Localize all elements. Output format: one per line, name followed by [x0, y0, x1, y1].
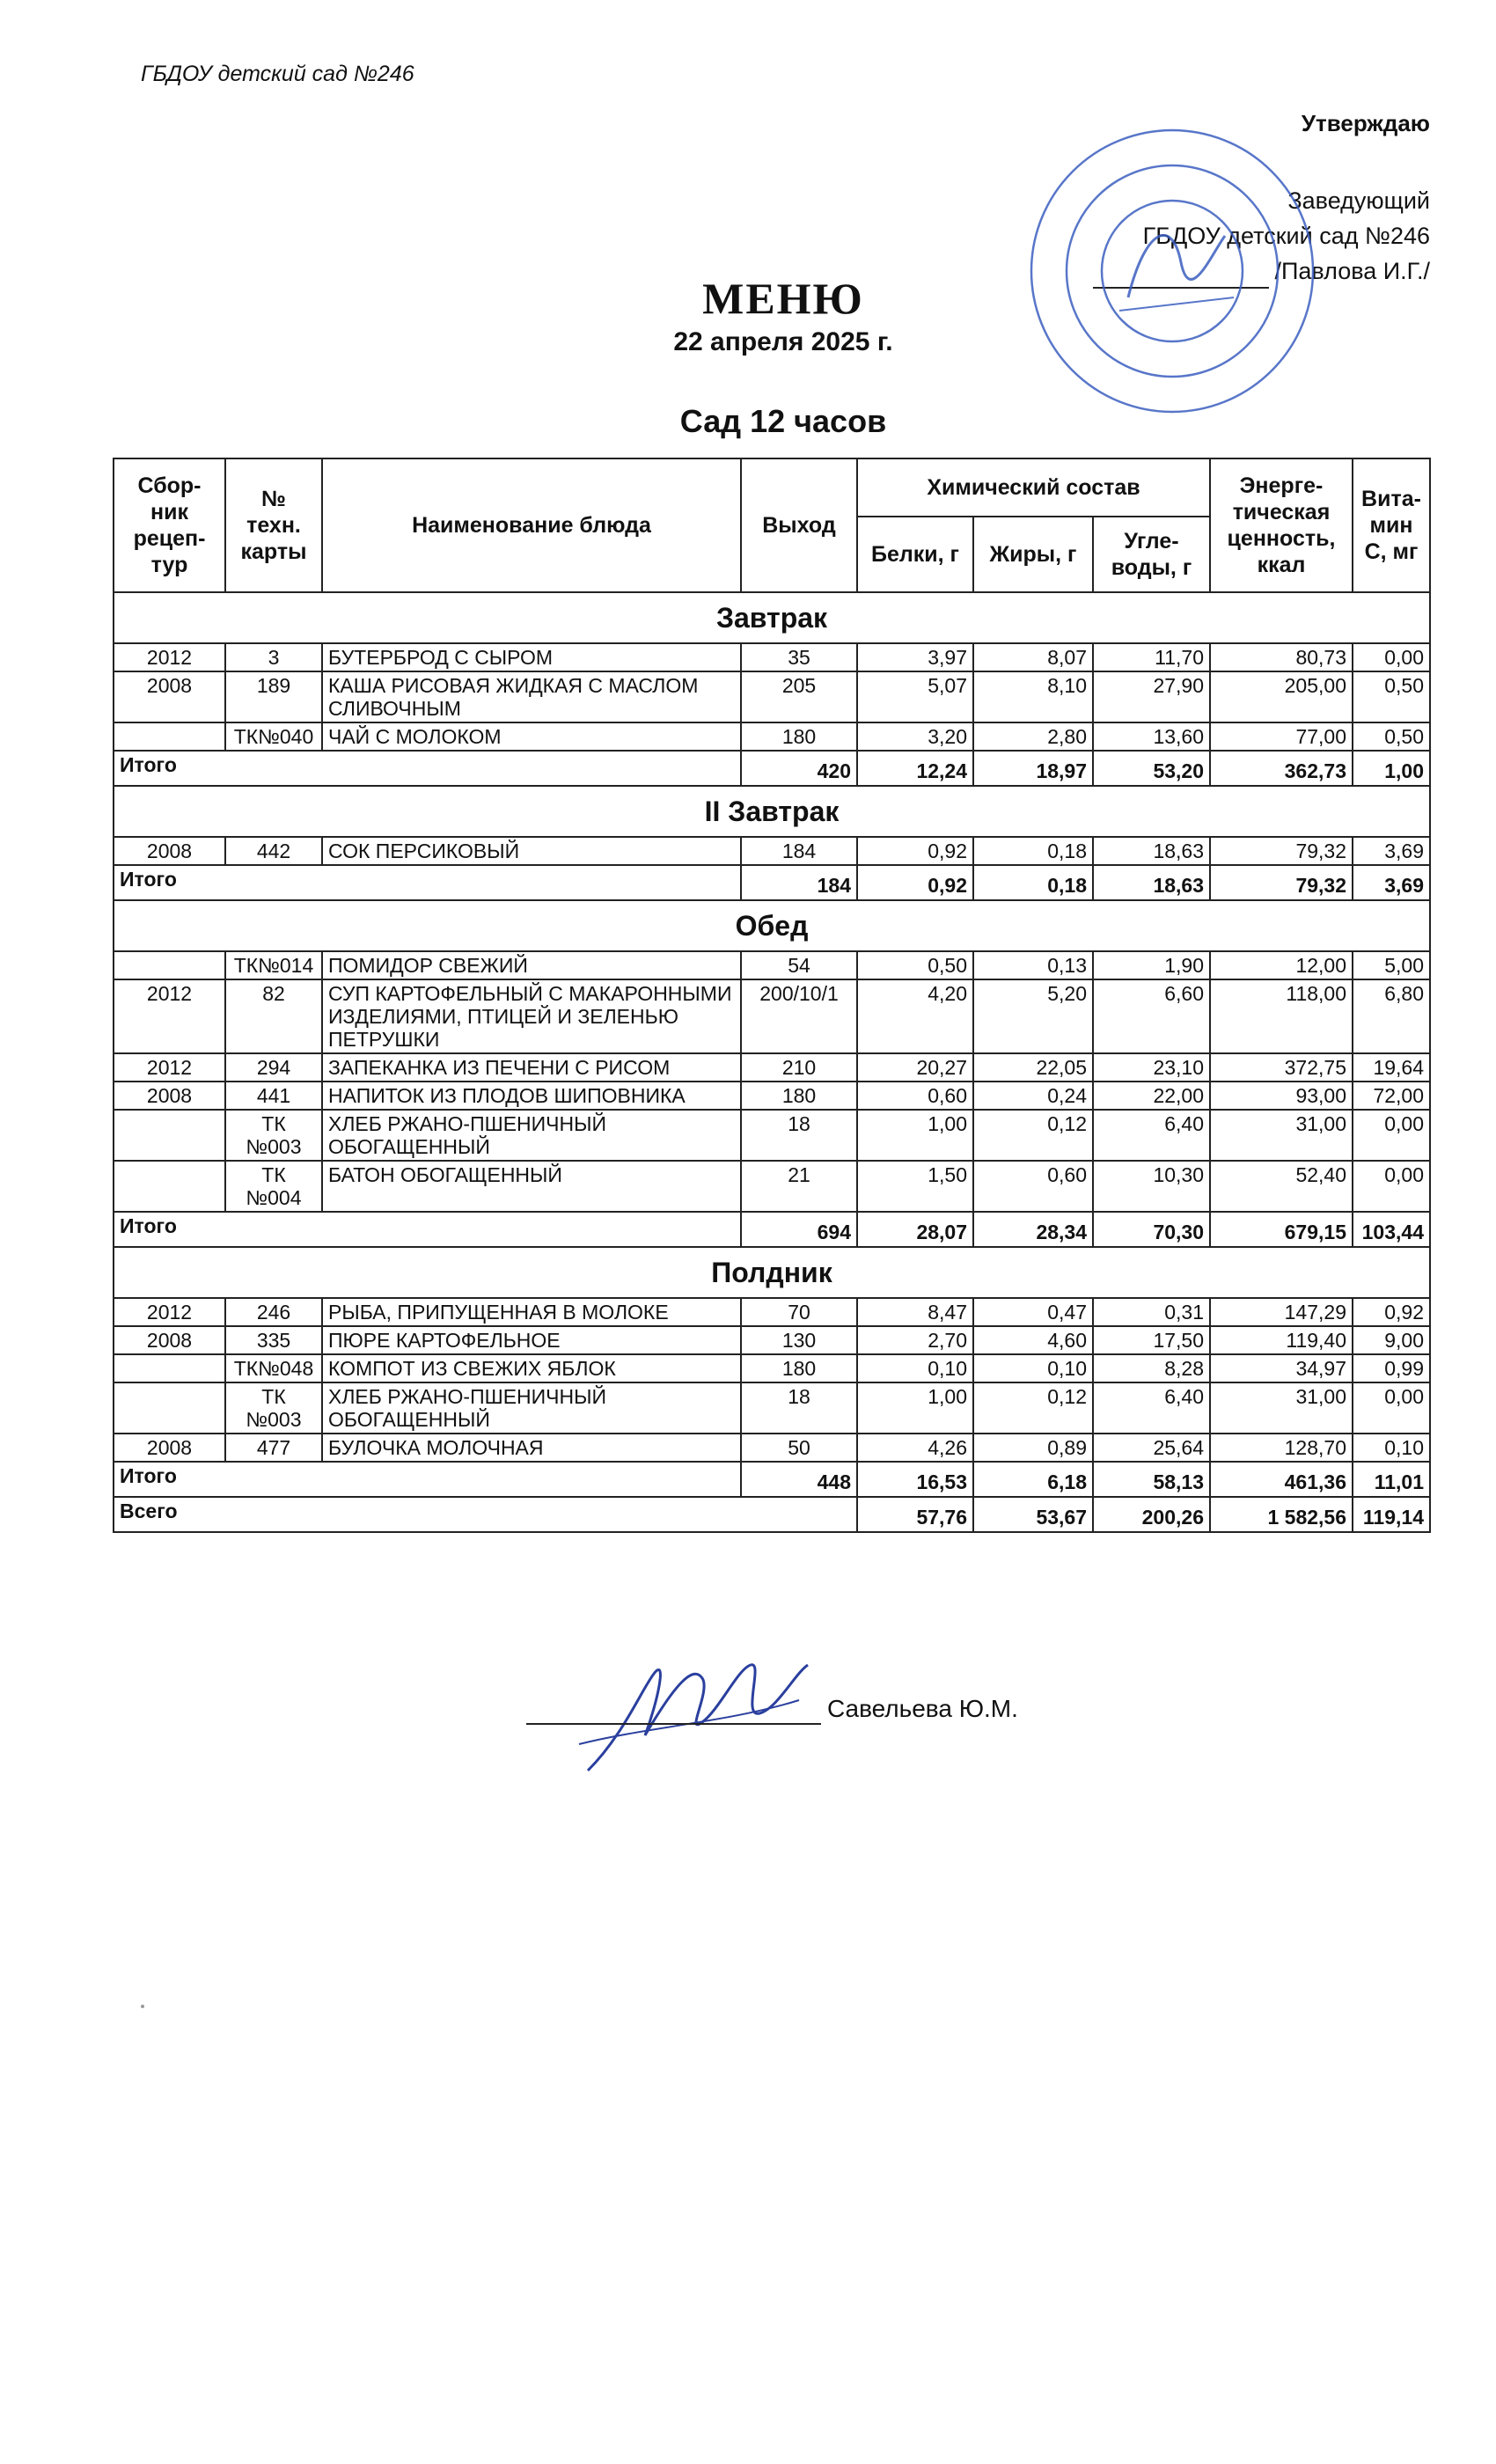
col-protein-header: Белки, г	[857, 517, 973, 592]
org-name: ГБДОУ детский сад №246	[141, 62, 414, 86]
dish-name-cell: ХЛЕБ РЖАНО-ПШЕНИЧНЫЙ ОБОГАЩЕННЫЙ	[322, 1110, 741, 1161]
dish-name-cell: ЧАЙ С МОЛОКОМ	[322, 722, 741, 751]
output-cell: 54	[741, 951, 857, 979]
total-label: Итого	[114, 1462, 741, 1497]
table-row	[114, 643, 1430, 671]
sbornik-cell: 2008	[114, 1082, 225, 1110]
approve-organization: ГБДОУ детский сад №246	[1142, 223, 1430, 249]
dish-name-cell: СОК ПЕРСИКОВЫЙ	[322, 837, 741, 865]
fat-cell: 0,60	[973, 1161, 1093, 1212]
vitamin-cell: 0,00	[1353, 1382, 1430, 1434]
col-vitamin-header: Вита-мин С, мг	[1353, 458, 1430, 592]
total-energy-cell: 461,36	[1210, 1462, 1353, 1497]
output-cell: 130	[741, 1326, 857, 1354]
sbornik-cell	[114, 722, 225, 751]
total-carb-cell: 53,20	[1093, 751, 1210, 786]
total-vitamin-cell: 103,44	[1353, 1212, 1430, 1247]
total-protein-cell: 0,92	[857, 865, 973, 900]
carb-cell: 11,70	[1093, 643, 1210, 671]
carb-cell: 18,63	[1093, 837, 1210, 865]
total-carb-cell: 58,13	[1093, 1462, 1210, 1497]
signer-signature-line	[526, 1723, 821, 1725]
protein-cell: 1,00	[857, 1382, 973, 1434]
tech-card-cell: ТК №003	[225, 1382, 322, 1434]
sbornik-cell	[114, 1110, 225, 1161]
energy-cell: 205,00	[1210, 671, 1353, 722]
fat-cell: 0,89	[973, 1434, 1093, 1462]
total-label: Итого	[114, 865, 741, 900]
protein-cell: 0,92	[857, 837, 973, 865]
carb-cell: 23,10	[1093, 1053, 1210, 1082]
dish-name-cell: КАША РИСОВАЯ ЖИДКАЯ С МАСЛОМ СЛИВОЧНЫМ	[322, 671, 741, 722]
output-cell: 205	[741, 671, 857, 722]
section-header-row	[114, 1247, 1430, 1298]
official-stamp-icon	[1023, 121, 1322, 421]
tech-card-cell: ТК №003	[225, 1110, 322, 1161]
table-row	[114, 1082, 1430, 1110]
dish-name-cell: ХЛЕБ РЖАНО-ПШЕНИЧНЫЙ ОБОГАЩЕННЫЙ	[322, 1382, 741, 1434]
total-protein-cell: 28,07	[857, 1212, 973, 1247]
fat-cell: 4,60	[973, 1326, 1093, 1354]
dish-name-cell: БУЛОЧКА МОЛОЧНАЯ	[322, 1434, 741, 1462]
total-carb-cell: 70,30	[1093, 1212, 1210, 1247]
section-header-row	[114, 900, 1430, 951]
fat-cell: 0,47	[973, 1298, 1093, 1326]
vitamin-cell: 0,50	[1353, 671, 1430, 722]
vitamin-cell: 5,00	[1353, 951, 1430, 979]
total-label: Итого	[114, 1212, 741, 1247]
total-fat-cell: 6,18	[973, 1462, 1093, 1497]
col-output-header: Выход	[741, 458, 857, 592]
protein-cell: 1,00	[857, 1110, 973, 1161]
tech-card-cell: 3	[225, 643, 322, 671]
signature-icon	[570, 1639, 825, 1788]
fat-cell: 0,18	[973, 837, 1093, 865]
section-title: Завтрак	[114, 592, 1430, 643]
total-output-cell: 448	[741, 1462, 857, 1497]
menu-subtitle: Сад 12 часов	[679, 403, 887, 439]
col-fat-header: Жиры, г	[973, 517, 1093, 592]
output-cell: 70	[741, 1298, 857, 1326]
energy-cell: 80,73	[1210, 643, 1353, 671]
protein-cell: 3,20	[857, 722, 973, 751]
grand-total-protein-cell: 57,76	[857, 1497, 973, 1532]
col-dish-name-header: Наименование блюда	[322, 458, 741, 592]
tech-card-cell: ТК№040	[225, 722, 322, 751]
fat-cell: 22,05	[973, 1053, 1093, 1082]
vitamin-cell: 72,00	[1353, 1082, 1430, 1110]
grand-total-carb-cell: 200,26	[1093, 1497, 1210, 1532]
energy-cell: 52,40	[1210, 1161, 1353, 1212]
table-row	[114, 1053, 1430, 1082]
total-energy-cell: 362,73	[1210, 751, 1353, 786]
total-label: Итого	[114, 751, 741, 786]
vitamin-cell: 0,50	[1353, 722, 1430, 751]
protein-cell: 8,47	[857, 1298, 973, 1326]
protein-cell: 3,97	[857, 643, 973, 671]
vitamin-cell: 19,64	[1353, 1053, 1430, 1082]
fat-cell: 2,80	[973, 722, 1093, 751]
tech-card-cell: 442	[225, 837, 322, 865]
protein-cell: 2,70	[857, 1326, 973, 1354]
output-cell: 35	[741, 643, 857, 671]
carb-cell: 0,31	[1093, 1298, 1210, 1326]
vitamin-cell: 0,00	[1353, 1161, 1430, 1212]
total-fat-cell: 0,18	[973, 865, 1093, 900]
dish-name-cell: РЫБА, ПРИПУЩЕННАЯ В МОЛОКЕ	[322, 1298, 741, 1326]
protein-cell: 5,07	[857, 671, 973, 722]
total-vitamin-cell: 11,01	[1353, 1462, 1430, 1497]
energy-cell: 77,00	[1210, 722, 1353, 751]
dish-name-cell: БУТЕРБРОД С СЫРОМ	[322, 643, 741, 671]
carb-cell: 6,60	[1093, 979, 1210, 1053]
fat-cell: 0,12	[973, 1110, 1093, 1161]
tech-card-cell: ТК №004	[225, 1161, 322, 1212]
tech-card-cell: 441	[225, 1082, 322, 1110]
table-header-row	[114, 458, 1430, 517]
carb-cell: 22,00	[1093, 1082, 1210, 1110]
tech-card-cell: 335	[225, 1326, 322, 1354]
menu-table	[113, 458, 1431, 1533]
total-output-cell: 694	[741, 1212, 857, 1247]
total-vitamin-cell: 3,69	[1353, 865, 1430, 900]
output-cell: 210	[741, 1053, 857, 1082]
col-energy-header: Энерге-тическая ценность, ккал	[1210, 458, 1353, 592]
sbornik-cell: 2008	[114, 1326, 225, 1354]
vitamin-cell: 0,99	[1353, 1354, 1430, 1382]
total-row	[114, 1212, 1430, 1247]
table-body	[114, 592, 1430, 1532]
energy-cell: 119,40	[1210, 1326, 1353, 1354]
total-output-cell: 420	[741, 751, 857, 786]
energy-cell: 372,75	[1210, 1053, 1353, 1082]
output-cell: 180	[741, 722, 857, 751]
vitamin-cell: 0,00	[1353, 1110, 1430, 1161]
vitamin-cell: 0,00	[1353, 643, 1430, 671]
grand-total-label: Всего	[114, 1497, 857, 1532]
sbornik-cell: 2012	[114, 643, 225, 671]
table-row	[114, 1298, 1430, 1326]
total-vitamin-cell: 1,00	[1353, 751, 1430, 786]
sbornik-cell	[114, 951, 225, 979]
carb-cell: 17,50	[1093, 1326, 1210, 1354]
sbornik-cell	[114, 1382, 225, 1434]
output-cell: 21	[741, 1161, 857, 1212]
output-cell: 180	[741, 1354, 857, 1382]
energy-cell: 93,00	[1210, 1082, 1353, 1110]
output-cell: 184	[741, 837, 857, 865]
col-tech-card-header: № техн. карты	[225, 458, 322, 592]
fat-cell: 0,10	[973, 1354, 1093, 1382]
total-fat-cell: 18,97	[973, 751, 1093, 786]
protein-cell: 0,60	[857, 1082, 973, 1110]
protein-cell: 20,27	[857, 1053, 973, 1082]
dish-name-cell: ПЮРЕ КАРТОФЕЛЬНОЕ	[322, 1326, 741, 1354]
approve-label: Утверждаю	[1301, 110, 1430, 136]
total-protein-cell: 16,53	[857, 1462, 973, 1497]
energy-cell: 31,00	[1210, 1382, 1353, 1434]
table-row	[114, 1382, 1430, 1434]
sbornik-cell: 2008	[114, 671, 225, 722]
vitamin-cell: 0,10	[1353, 1434, 1430, 1462]
table-row	[114, 1110, 1430, 1161]
table-row	[114, 837, 1430, 865]
protein-cell: 0,10	[857, 1354, 973, 1382]
carb-cell: 1,90	[1093, 951, 1210, 979]
total-output-cell: 184	[741, 865, 857, 900]
dish-name-cell: КОМПОТ ИЗ СВЕЖИХ ЯБЛОК	[322, 1354, 741, 1382]
vitamin-cell: 9,00	[1353, 1326, 1430, 1354]
energy-cell: 118,00	[1210, 979, 1353, 1053]
table-row	[114, 979, 1430, 1053]
energy-cell: 128,70	[1210, 1434, 1353, 1462]
protein-cell: 0,50	[857, 951, 973, 979]
section-title: II Завтрак	[114, 786, 1430, 837]
tech-card-cell: 246	[225, 1298, 322, 1326]
fat-cell: 8,10	[973, 671, 1093, 722]
grand-total-row	[114, 1497, 1430, 1532]
fat-cell: 0,12	[973, 1382, 1093, 1434]
carb-cell: 10,30	[1093, 1161, 1210, 1212]
sbornik-cell: 2012	[114, 1053, 225, 1082]
grand-total-vitamin-cell: 119,14	[1353, 1497, 1430, 1532]
scan-speck	[141, 2005, 144, 2008]
total-energy-cell: 79,32	[1210, 865, 1353, 900]
dish-name-cell: ЗАПЕКАНКА ИЗ ПЕЧЕНИ С РИСОМ	[322, 1053, 741, 1082]
col-carb-header: Угле-воды, г	[1093, 517, 1210, 592]
tech-card-cell: ТК№014	[225, 951, 322, 979]
table-row	[114, 1354, 1430, 1382]
tech-card-cell: 82	[225, 979, 322, 1053]
section-header-row	[114, 592, 1430, 643]
output-cell: 50	[741, 1434, 857, 1462]
sbornik-cell	[114, 1354, 225, 1382]
dish-name-cell: СУП КАРТОФЕЛЬНЫЙ С МАКАРОННЫМИ ИЗДЕЛИЯМИ, ПТИЦЕЙ И ЗЕЛЕНЬЮ ПЕТРУШКИ	[322, 979, 741, 1053]
total-row	[114, 1462, 1430, 1497]
dish-name-cell: БАТОН ОБОГАЩЕННЫЙ	[322, 1161, 741, 1212]
signer-name: Савельева Ю.М.	[827, 1695, 1018, 1722]
total-fat-cell: 28,34	[973, 1212, 1093, 1247]
dish-name-cell: ПОМИДОР СВЕЖИЙ	[322, 951, 741, 979]
total-row	[114, 751, 1430, 786]
approve-position: Заведующий	[1287, 187, 1430, 214]
carb-cell: 6,40	[1093, 1382, 1210, 1434]
carb-cell: 13,60	[1093, 722, 1210, 751]
energy-cell: 79,32	[1210, 837, 1353, 865]
vitamin-cell: 6,80	[1353, 979, 1430, 1053]
energy-cell: 12,00	[1210, 951, 1353, 979]
table-row	[114, 671, 1430, 722]
protein-cell: 1,50	[857, 1161, 973, 1212]
approve-name: /Павлова И.Г./	[1274, 258, 1430, 284]
carb-cell: 8,28	[1093, 1354, 1210, 1382]
fat-cell: 5,20	[973, 979, 1093, 1053]
carb-cell: 25,64	[1093, 1434, 1210, 1462]
sbornik-cell	[114, 1161, 225, 1212]
tech-card-cell: 294	[225, 1053, 322, 1082]
dish-name-cell: НАПИТОК ИЗ ПЛОДОВ ШИПОВНИКА	[322, 1082, 741, 1110]
sbornik-cell: 2012	[114, 1298, 225, 1326]
output-cell: 18	[741, 1110, 857, 1161]
output-cell: 18	[741, 1382, 857, 1434]
col-chem-header: Химический состав	[857, 458, 1210, 517]
total-energy-cell: 679,15	[1210, 1212, 1353, 1247]
protein-cell: 4,26	[857, 1434, 973, 1462]
carb-cell: 27,90	[1093, 671, 1210, 722]
table-row	[114, 951, 1430, 979]
fat-cell: 8,07	[973, 643, 1093, 671]
protein-cell: 4,20	[857, 979, 973, 1053]
vitamin-cell: 0,92	[1353, 1298, 1430, 1326]
sbornik-cell: 2008	[114, 1434, 225, 1462]
table-row	[114, 1434, 1430, 1462]
carb-cell: 6,40	[1093, 1110, 1210, 1161]
total-row	[114, 865, 1430, 900]
table-row	[114, 722, 1430, 751]
vitamin-cell: 3,69	[1353, 837, 1430, 865]
page-title: МЕНЮ	[702, 274, 864, 323]
total-protein-cell: 12,24	[857, 751, 973, 786]
output-cell: 200/10/1	[741, 979, 857, 1053]
total-carb-cell: 18,63	[1093, 865, 1210, 900]
grand-total-fat-cell: 53,67	[973, 1497, 1093, 1532]
energy-cell: 147,29	[1210, 1298, 1353, 1326]
section-title: Полдник	[114, 1247, 1430, 1298]
energy-cell: 34,97	[1210, 1354, 1353, 1382]
table-row	[114, 1326, 1430, 1354]
sbornik-cell: 2008	[114, 837, 225, 865]
energy-cell: 31,00	[1210, 1110, 1353, 1161]
sbornik-cell: 2012	[114, 979, 225, 1053]
menu-date: 22 апреля 2025 г.	[673, 327, 893, 356]
fat-cell: 0,13	[973, 951, 1093, 979]
grand-total-energy-cell: 1 582,56	[1210, 1497, 1353, 1532]
tech-card-cell: 477	[225, 1434, 322, 1462]
tech-card-cell: 189	[225, 671, 322, 722]
tech-card-cell: ТК№048	[225, 1354, 322, 1382]
table-row	[114, 1161, 1430, 1212]
output-cell: 180	[741, 1082, 857, 1110]
col-sbornik-header: Сбор-ник рецеп-тур	[114, 458, 225, 592]
section-header-row	[114, 786, 1430, 837]
fat-cell: 0,24	[973, 1082, 1093, 1110]
section-title: Обед	[114, 900, 1430, 951]
